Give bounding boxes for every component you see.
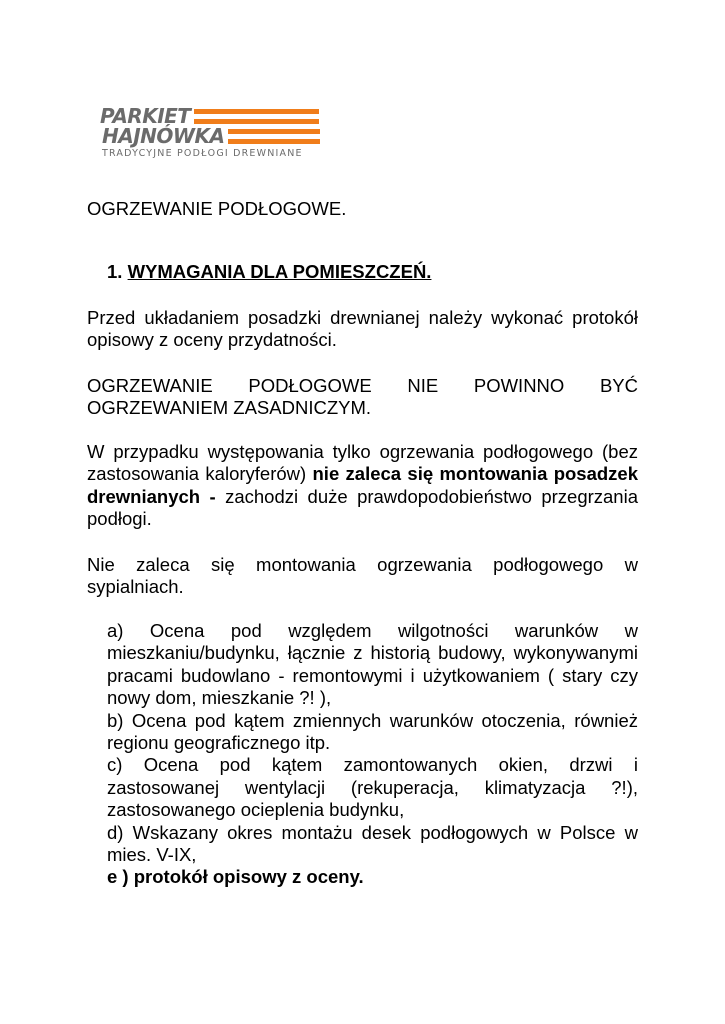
paragraph-protocol: Przed układaniem posadzki drewnianej należy wykonać protokół opisowy z oceny przydatności. <box>87 307 638 351</box>
section-number: 1. <box>107 261 123 282</box>
logo-word-parkiet: PARKIET <box>100 104 191 128</box>
list-item: a) Ocena pod względem wilgotności warunków w mieszkaniu/budynku, łącznie z historią budowy, wykonywanymi pracami budowlano - remontowymi i użytkowaniem ( stary czy nowy dom, mieszkanie ?! ), <box>107 620 638 709</box>
logo-stripe <box>228 129 320 134</box>
list-item: d) Wskazany okres montażu desek podłogowych w Polsce w mies. V-IX, <box>107 821 638 866</box>
section-title-text: WYMAGANIA DLA POMIESZCZEŃ. <box>127 261 432 282</box>
logo-line-1 <box>100 106 319 126</box>
logo-word-hajnowka: HAJNÓWKA <box>102 124 225 148</box>
logo-stripes-bottom <box>228 129 320 144</box>
document-heading: OGRZEWANIE PODŁOGOWE. <box>87 198 347 219</box>
paragraph-text: zachodzi duże prawdopodobieństwo przegrzania podłogi. <box>87 485 638 529</box>
paragraph-text: W przypadku występowania tylko ogrzewania podłogowego (bez zastosowania kaloryferów) <box>87 441 638 485</box>
company-logo <box>100 106 328 160</box>
logo-stripe <box>194 109 319 114</box>
logo-line-2 <box>102 126 320 146</box>
assessment-list <box>107 620 638 889</box>
logo-stripes-top <box>194 109 319 124</box>
section-title <box>107 261 431 283</box>
paragraph-heating-line-2: OGRZEWANIEM ZASADNICZYM. <box>87 397 372 418</box>
list-item: c) Ocena pod kątem zamontowanych okien, drzwi i zastosowanej wentylacji (rekuperacja, klimatyzacja ?!), zastosowanego ocieplenia budynku, <box>107 754 638 821</box>
logo-stripe <box>228 139 320 144</box>
paragraph-floor-heating-only <box>87 441 638 530</box>
list-item: b) Ocena pod kątem zmiennych warunków otoczenia, również regionu geograficznego itp. <box>107 709 638 754</box>
paragraph-bedrooms: Nie zaleca się montowania ogrzewania podłogowego w sypialniach. <box>87 554 638 598</box>
paragraph-bold-warning: nie zaleca się montowania posadzek drewnianych - <box>87 463 639 507</box>
list-item: e ) protokół opisowy z oceny. <box>107 866 364 888</box>
logo-stripe <box>194 119 319 124</box>
paragraph-heating-line-1: OGRZEWANIE PODŁOGOWE NIE POWINNO BYĆ <box>87 375 638 396</box>
logo-tagline: TRADYCYJNE PODŁOGI DREWNIANE <box>102 148 303 159</box>
